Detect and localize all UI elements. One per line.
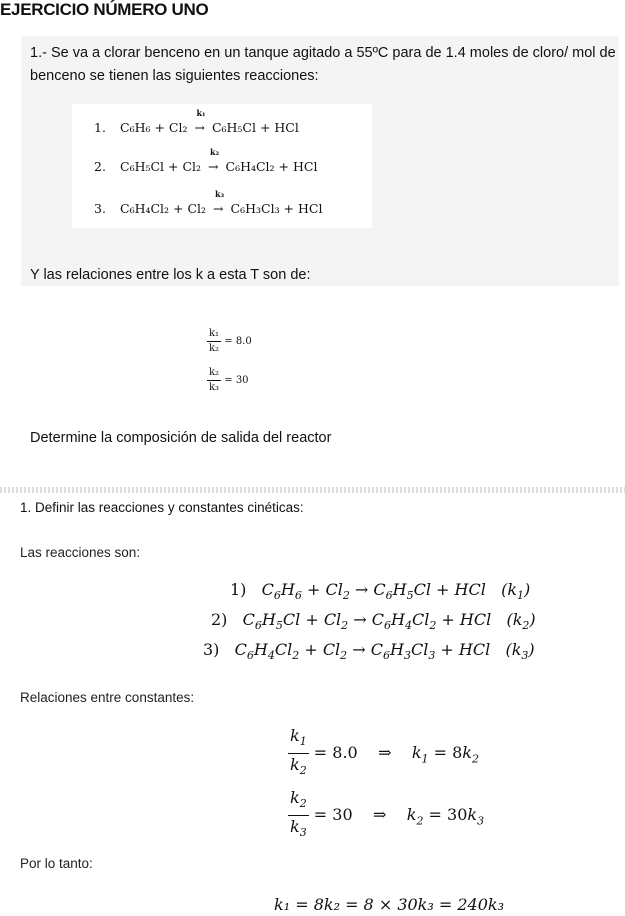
ratio-value: = 30 [224,375,249,386]
constant-relation-1: $\frac{k_1}{k_2}$ = 8.0 ⇒ $k_1 = 8k_2$ [290,726,479,778]
ratio-value: = 8.0 [224,336,252,347]
question-text: Determine la composición de salida del reactor [30,430,332,446]
step-heading: 1. Definir las reacciones y constantes cinéticas: [20,500,304,515]
reaction-number: 3. [94,201,106,216]
reactants: C₆H₅Cl + Cl₂ [120,159,202,174]
ratio-denominator: k₂ [209,343,220,354]
reactants: C₆H₆ + Cl₂ [120,120,188,135]
reaction-number: 1. [94,120,106,135]
products: C₆H₃Cl₃ + HCl [230,201,323,216]
constant-relation-2: $\frac{k_2}{k_3}$ = 30 ⇒ $k_2 = 30k_3$ [290,788,485,840]
constants-label: Relaciones entre constantes: [20,690,195,705]
arrow-icon: k₁ → [194,108,206,135]
reactions-label: Las reacciones son: [20,545,141,560]
page-title: EJERCICIO NÚMERO UNO [0,0,209,19]
solution-reaction-3: 3) $C_6H_4Cl_2 + Cl_2 \to C_6H_3Cl_3$ + HCl $(k_3)$ [203,640,535,663]
reaction-number: 2. [94,159,106,174]
ratio-denominator: k₃ [209,382,220,393]
rate-constant: k₂ [210,147,220,157]
rate-constant: k₁ [196,108,206,118]
ratios-image [137,313,312,413]
reaction-2 [94,147,318,174]
arrow-icon: k₃ → [213,189,225,216]
products: C₆H₄Cl₂ + HCl [225,159,318,174]
therefore-label: Por lo tanto: [20,856,93,871]
arrow-icon: k₂ → [208,147,220,174]
solution-reaction-2: 2) $C_6H_5Cl + Cl_2 \to C_6H_4Cl_2$ + HCl $(k_2)$ [211,610,536,633]
problem-statement: 1.- Se va a clorar benceno en un tanque agitado a 55ºC para de 1.4 moles de cloro/ mol de benceno se tienen las siguientes reacciones: [30,45,616,84]
reaction-1 [94,108,299,135]
products: C₆H₅Cl + HCl [211,120,299,135]
ratio-2 [207,366,252,395]
reaction-3 [94,189,323,216]
ratio-numerator: k₁ [207,327,221,342]
final-relation: k₁ = 8k₂ = 8 × 30k₃ = 240k₃ [274,895,505,914]
section-divider [0,487,625,493]
reactants: C₆H₄Cl₂ + Cl₂ [120,201,207,216]
solution-reaction-1: 1) $C_6H_6 + Cl_2 \to C_6H_5Cl$ + HCl $(k_1)$ [230,580,531,603]
rate-constant: k₃ [215,189,225,199]
ratio-caption: Y las relaciones entre los k a esta T son de: [30,267,311,283]
ratio-numerator: k₂ [207,366,221,381]
ratio-1 [207,327,252,356]
reactions-image [72,104,372,228]
